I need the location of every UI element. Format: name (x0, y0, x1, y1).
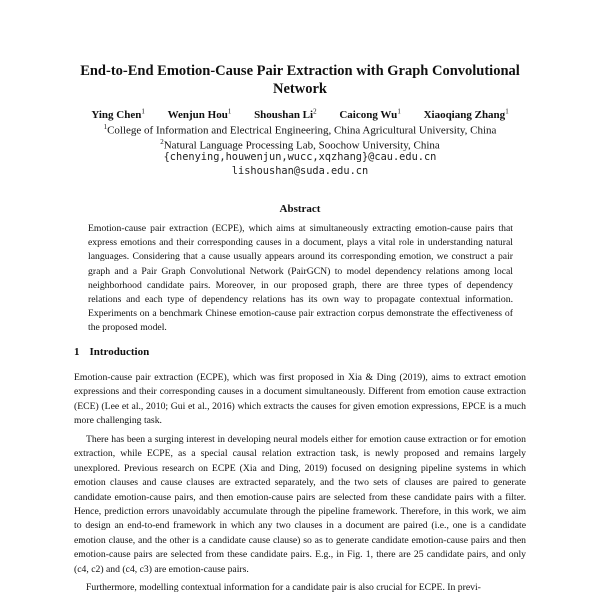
paper-title: End-to-End Emotion-Cause Pair Extraction with Graph Convolutional Network (80, 63, 520, 97)
abstract-text: Emotion-cause pair extraction (ECPE), which aims at simultaneously extracting emotion-cause pairs that express emotions and their corresponding causes in a document, plays a vital role in understanding natural languages. Considering that a cause usually appears around its corresponding emotion, we construct a pair graph and a Pair Graph Convolutional Network (PairGCN) to model dependency relations among local neighborhood candidate pairs. Moreover, in our proposed graph, there are three types of dependency relations and each type of dependency relations has its own way to propagate contextual information. Experiments on a benchmark Chinese emotion-cause pair extraction corpus demonstrate the effectiveness of the proposed model. (88, 223, 513, 334)
author: Caicong Wu$^1$ (339, 107, 401, 121)
abstract-heading: Abstract (279, 203, 321, 215)
body-paragraph: Emotion-cause pair extraction (ECPE), which was first proposed in Xia & Ding (2019), aims to extract emotion expressions and their corresponding causes in a document simultaneously. Different from emotion cause extraction (ECE) (Lee et al., 2010; Gui et al., 2016) which extracts the causes for given emotion expressions, EPCE is a much more challenging task. (74, 372, 526, 427)
affiliation: $^2$Natural Language Processing Lab, Soochow University, China (160, 138, 440, 152)
author: Shoushan Li$^2$ (254, 107, 317, 121)
affiliation: $^1$College of Information and Electrical Engineering, China Agricultural University, China (103, 123, 497, 137)
email-line: {chenying,houwenjun,wucc,xqzhang}@cau.edu.cn (163, 151, 437, 163)
section-heading: 1 Introduction (74, 346, 150, 358)
email-line: lishoushan@suda.edu.cn (231, 165, 369, 177)
body-paragraph: Furthermore, modelling contextual information for a candidate pair is also crucial for ECPE. In previ- (86, 582, 481, 593)
body-paragraph: There has been a surging interest in developing neural models either for emotion cause extraction or for emotion extraction, while ECPE, as a special causal relation extraction task, is newly proposed and remains largely unexplored. Previous research on ECPE (Xia and Ding, 2019) focused on designing pipeline systems in which emotion clauses and cause clauses are extracted separately, and the two sets of clauses are paired to generate candidate emotion-cause pairs, and then emotion-cause pairs are selected from these candidate pairs with a filter. Hence, prediction errors unavoidably accumulate through the pipeline framework. Therefore, in this work, we aim to design an end-to-end framework in which any two clauses in a document are paired (i.e., one is a candidate emotion clause, and the other is a candidate cause clause) so as to generate candidate emotion-cause pairs and then emotion-cause pairs are selected from these candidate pairs. E.g., in Fig. 1, there are 25 candidate pairs, and only (c4, c2) and (c4, c3) are emotion-cause pairs. (74, 434, 526, 575)
author: Ying Chen$^1$ (91, 107, 145, 121)
author: Xiaoqiang Zhang$^1$ (423, 107, 509, 121)
author-list (40, 104, 560, 122)
author: Wenjun Hou$^1$ (167, 107, 232, 121)
